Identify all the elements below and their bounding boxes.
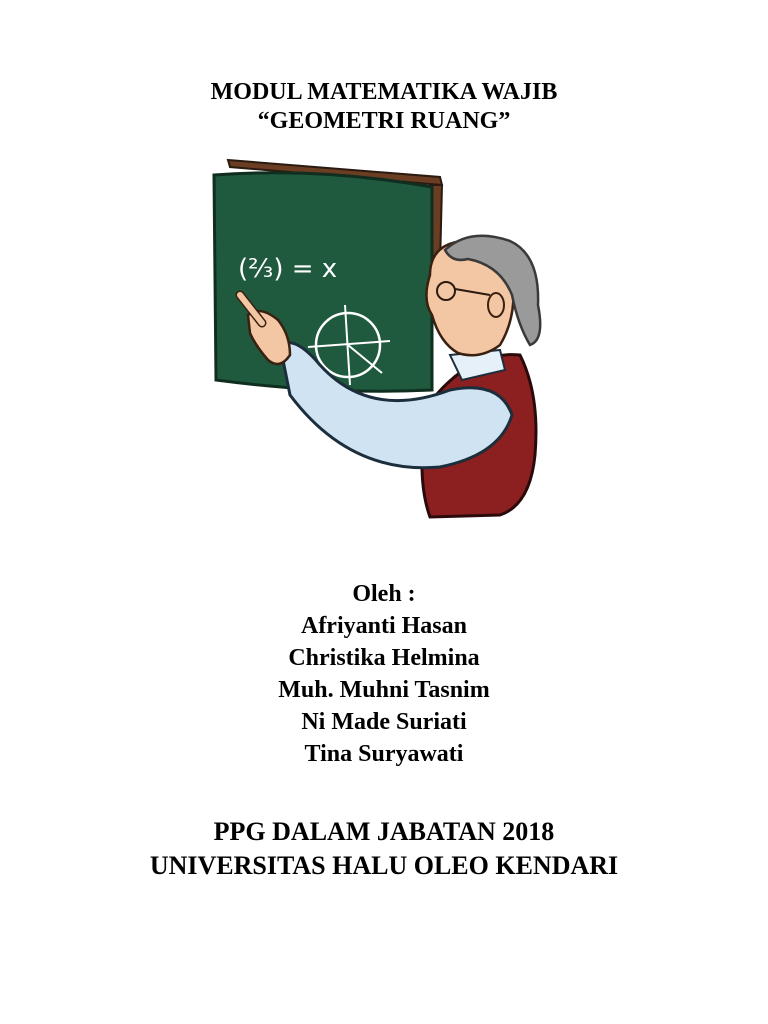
author-name: Tina Suryawati — [304, 741, 464, 767]
institution-footer — [0, 815, 768, 883]
authors-section — [0, 578, 768, 770]
author-name: Afriyanti Hasan — [300, 613, 467, 639]
program-line: PPG DALAM JABATAN 2018 — [213, 817, 555, 846]
author-name: Muh. Muhni Tasnim — [278, 677, 490, 703]
university-line: UNIVERSITAS HALU OLEO KENDARI — [149, 851, 619, 880]
title-line-1: MODUL MATEMATIKA WAJIB — [210, 79, 558, 105]
title-line-2: “GEOMETRI RUANG” — [257, 108, 511, 134]
author-name: Christika Helmina — [288, 645, 480, 671]
chalk-formula: (²⁄₃) = x — [238, 254, 338, 284]
module-title — [0, 78, 768, 136]
by-label: Oleh : — [352, 581, 416, 607]
teacher-ear — [488, 293, 504, 317]
teacher-chalkboard-illustration — [200, 155, 550, 525]
author-name: Ni Made Suriati — [301, 709, 467, 735]
